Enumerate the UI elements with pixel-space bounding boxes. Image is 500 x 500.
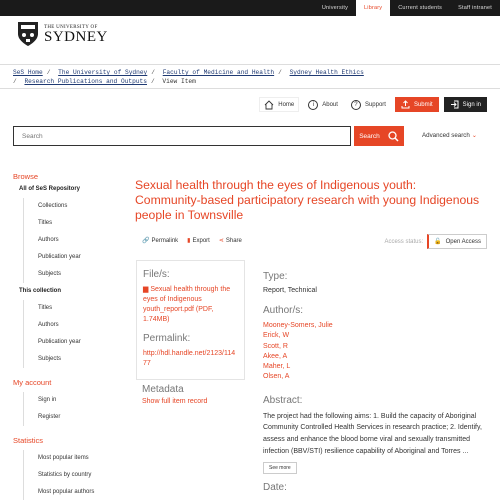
home-label: Home: [278, 101, 295, 108]
crumb-research-publications[interactable]: Research Publications and Outputs: [24, 78, 147, 85]
link-icon: 🔗: [142, 238, 150, 244]
author-link[interactable]: Erick, W: [263, 332, 290, 340]
date-heading: Date:: [263, 481, 287, 493]
item-actions: [142, 237, 242, 244]
share-button[interactable]: [219, 237, 242, 244]
sidebar: [13, 172, 123, 500]
access-status-label: Access status:: [384, 238, 424, 245]
sidebar-item-popular-items[interactable]: Most popular items: [23, 450, 123, 467]
sidebar-item-register[interactable]: Register: [23, 409, 123, 426]
author-link[interactable]: Maher, L: [263, 363, 291, 371]
open-access-icon: 🔓: [434, 239, 442, 245]
question-icon: ?: [351, 100, 361, 110]
sidebar-item-coll-titles[interactable]: Titles: [23, 300, 123, 317]
crumb-separator: /: [13, 78, 17, 85]
submit-label: Submit: [413, 101, 433, 108]
crumb-faculty[interactable]: Faculty of Medicine and Health: [162, 69, 275, 76]
sidebar-item-popular-authors[interactable]: Most popular authors: [23, 484, 123, 500]
access-status: [384, 234, 487, 249]
sidebar-this-collection: This collection: [19, 288, 62, 294]
search-button-label: Search: [359, 132, 380, 140]
sidebar-item-publication-year[interactable]: Publication year: [23, 249, 123, 266]
signin-icon: [450, 100, 459, 109]
crumb-separator: /: [278, 69, 282, 76]
crumb-separator: /: [46, 69, 51, 76]
author-link[interactable]: Scott, R: [263, 342, 288, 350]
advanced-search-link[interactable]: [422, 132, 477, 139]
permalink-label: Permalink: [151, 238, 179, 244]
see-more-button[interactable]: See more: [263, 462, 297, 474]
sidebar-item-coll-publication-year[interactable]: Publication year: [23, 334, 123, 351]
sidebar-item-subjects[interactable]: Subjects: [23, 266, 123, 283]
files-panel: [136, 260, 245, 380]
sidebar-heading-browse: Browse: [13, 172, 39, 181]
search-bar: [13, 126, 487, 146]
search-input[interactable]: [13, 126, 351, 146]
sidebar-heading-my-account: My account: [13, 378, 52, 387]
crumb-separator: /: [150, 78, 155, 85]
export-label: Export: [192, 238, 210, 244]
export-button[interactable]: [187, 237, 210, 244]
authors-heading: Author/s:: [263, 305, 304, 316]
file-download-link[interactable]: [143, 285, 238, 325]
sidebar-item-authors[interactable]: Authors: [23, 232, 123, 249]
toplink-current-students[interactable]: Current students: [398, 5, 443, 11]
home-icon: [264, 100, 274, 110]
about-label: About: [322, 101, 338, 108]
pdf-icon: ▆: [143, 286, 151, 293]
crumb-health-ethics[interactable]: Sydney Health Ethics: [289, 69, 364, 76]
full-record-link[interactable]: Show full item record: [142, 398, 208, 405]
advanced-search-label: Advanced search: [422, 132, 470, 139]
share-icon: ⋖: [218, 238, 224, 244]
files-heading: File/s:: [143, 269, 170, 280]
permalink-url[interactable]: http://hdl.handle.net/2123/11477: [143, 350, 236, 367]
toplink-staff-intranet[interactable]: Staff intranet: [458, 5, 492, 11]
top-bar: [0, 0, 500, 16]
home-button[interactable]: [259, 97, 299, 112]
chevron-down-icon: ⌄: [471, 132, 477, 139]
breadcrumb: [0, 64, 500, 89]
item-details: [263, 271, 488, 498]
crumb-ses-home[interactable]: SeS Home: [13, 69, 43, 76]
logo-subtitle: THE UNIVERSITY OF: [44, 24, 98, 30]
sidebar-item-collections[interactable]: Collections: [23, 198, 123, 215]
page-title: Sexual health through the eyes of Indigenous youth: Community-based participatory research with young Indigenous people in Townsville: [135, 178, 480, 222]
crumb-university[interactable]: The University of Sydney: [58, 69, 148, 76]
type-heading: Type:: [263, 271, 288, 282]
abstract-text: The project had the following aims: 1. Build the capacity of Aboriginal Community Controlled Health Services in research practice; 2. Identify, assess and enhance the blood borne viral and sexually transmitted infection (BBV/STI) resilience capability of Aboriginal and Torres ...: [263, 412, 482, 455]
upload-icon: [401, 100, 410, 109]
logo-name: SYDNEY: [44, 28, 108, 45]
info-icon: i: [308, 100, 318, 110]
crumb-current: View Item: [162, 78, 196, 85]
support-label: Support: [364, 101, 386, 108]
sidebar-item-coll-authors[interactable]: Authors: [23, 317, 123, 334]
abstract-heading: Abstract:: [263, 394, 303, 406]
toplink-university[interactable]: University: [321, 5, 349, 11]
crumb-separator: /: [151, 69, 155, 76]
access-status-badge: [427, 234, 487, 249]
sidebar-item-sign-in[interactable]: Sign in: [23, 392, 123, 409]
document-icon: ▮: [187, 238, 191, 244]
signin-button[interactable]: [444, 97, 487, 112]
permalink-button[interactable]: [142, 237, 178, 244]
author-link[interactable]: Akee, A: [263, 352, 288, 360]
author-link[interactable]: Olsen, A: [263, 373, 290, 381]
metadata-heading: Metadata: [142, 384, 184, 395]
author-link[interactable]: Mooney-Somers, Julie: [263, 322, 333, 329]
search-button[interactable]: [354, 126, 404, 146]
type-value: Report, Technical: [263, 287, 317, 294]
signin-label: Sign in: [462, 101, 481, 108]
permalink-heading: Permalink:: [143, 333, 191, 344]
support-button[interactable]: [347, 97, 390, 112]
sidebar-item-stats-country[interactable]: Statistics by country: [23, 467, 123, 484]
university-logo[interactable]: [17, 21, 108, 47]
access-status-value: Open Access: [445, 238, 481, 245]
crest-icon: [17, 21, 39, 47]
file-link-text: Sexual health through the eyes of Indigenous youth_report.pdf (PDF, 1.74MB): [143, 286, 231, 323]
sidebar-heading-statistics: Statistics: [13, 436, 44, 445]
main-nav: [259, 97, 487, 112]
share-label: Share: [225, 238, 242, 244]
toplink-library[interactable]: Library: [356, 0, 390, 16]
about-button[interactable]: [304, 97, 342, 112]
search-icon: [388, 131, 399, 142]
submit-button[interactable]: [395, 97, 439, 112]
sidebar-all-repository: All of SeS Repository: [19, 186, 81, 192]
top-links: [314, 0, 500, 16]
sidebar-item-titles[interactable]: Titles: [23, 215, 123, 232]
sidebar-item-coll-subjects[interactable]: Subjects: [23, 351, 123, 368]
